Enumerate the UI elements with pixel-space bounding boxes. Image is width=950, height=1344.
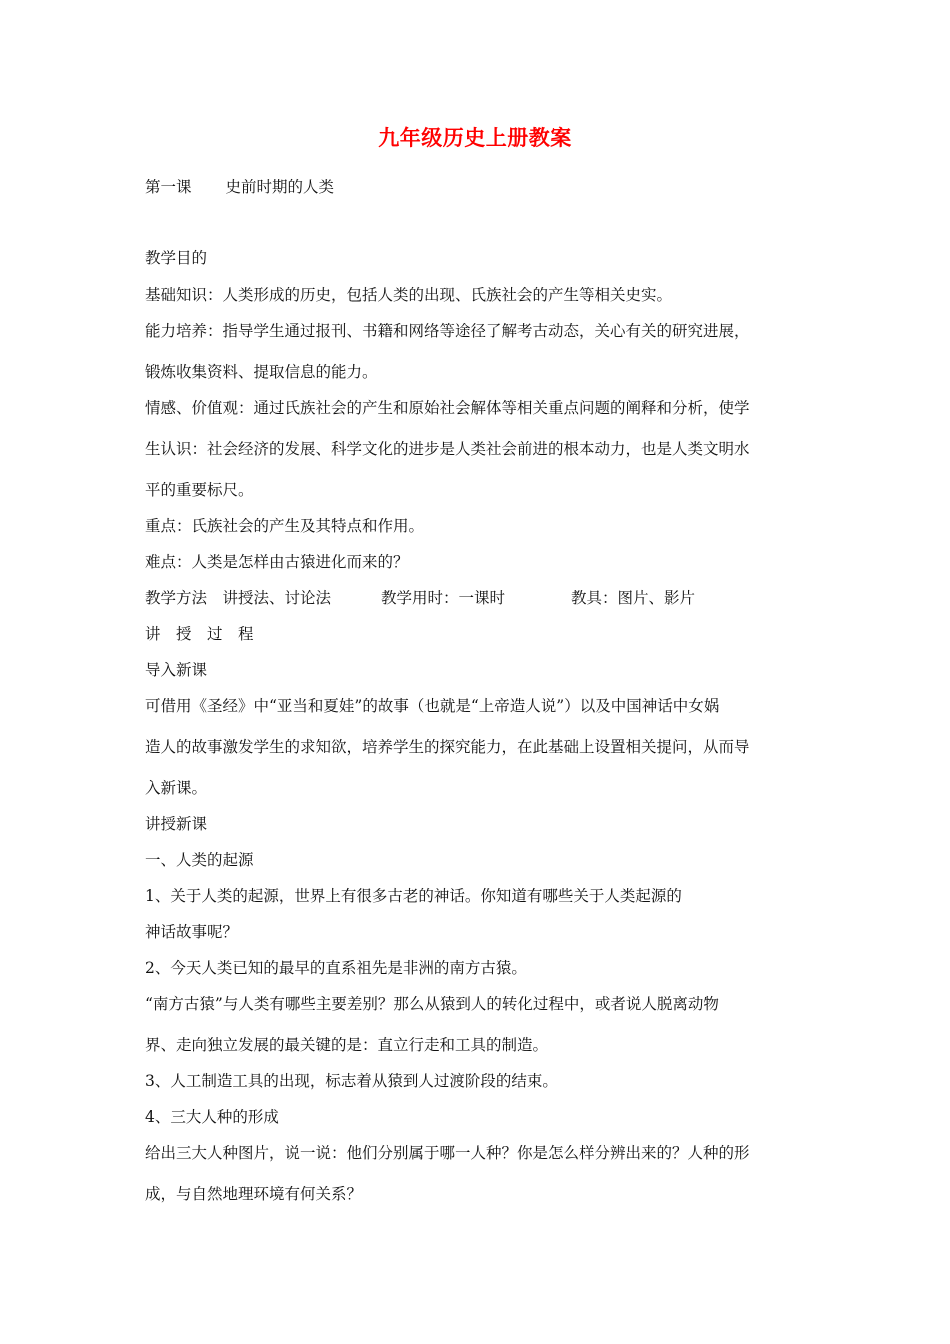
values-line-3: 平的重要标尺。: [145, 481, 254, 499]
difficulty: 难点：人类是怎样由古猿进化而来的？: [145, 553, 409, 571]
teaching-duration: 教学用时：一课时: [381, 589, 506, 607]
basic-knowledge: 基础知识：人类形成的历史，包括人类的出现、氏族社会的产生等相关史实。: [145, 286, 673, 304]
item-4-question-line-2: 成，与自然地理环境有何关系？: [145, 1185, 363, 1203]
process-heading: 讲 授 过 程: [145, 625, 254, 643]
item-2-question-line-2: 界、走向独立发展的最关键的是：直立行走和工具的制造。: [145, 1036, 549, 1054]
values-line-1: 情感、价值观：通过氏族社会的产生和原始社会解体等相关重点问题的阐释和分析，使学: [145, 399, 750, 417]
item-2-question-line-1: “南方古猿”与人类有哪些主要差别？那么从猿到人的转化过程中，或者说人脱离动物: [145, 995, 719, 1013]
intro-line-3: 入新课。: [145, 779, 208, 797]
lesson-title: 史前时期的人类: [225, 178, 335, 196]
item-1-line-2: 神话故事呢？: [145, 923, 239, 941]
ability-line-2: 锻炼收集资料、提取信息的能力。: [145, 363, 378, 381]
item-1-line-1: 1、关于人类的起源，世界上有很多古老的神话。你知道有哪些关于人类起源的: [145, 887, 682, 905]
item-4-question-line-1: 给出三大人种图片，说一说：他们分别属于哪一人种？你是怎么样分辨出来的？人种的形: [145, 1144, 750, 1162]
lesson-number: 第一课: [145, 178, 192, 196]
document-title: 九年级历史上册教案: [378, 125, 572, 150]
teach-heading: 讲授新课: [145, 815, 208, 833]
lesson-heading: [145, 177, 815, 197]
method-row: [145, 588, 815, 608]
intro-heading: 导入新课: [145, 661, 208, 679]
key-point: 重点：氏族社会的产生及其特点和作用。: [145, 517, 425, 535]
ability-line-1: 能力培养：指导学生通过报刊、书籍和网络等途径了解考古动态，关心有关的研究进展，: [145, 322, 750, 340]
item-4: 4、三大人种的形成: [145, 1108, 279, 1126]
item-3: 3、人工制造工具的出现，标志着从猿到人过渡阶段的结束。: [145, 1072, 558, 1090]
teaching-method: 教学方法 讲授法、讨论法: [145, 589, 332, 607]
intro-line-1: 可借用《圣经》中“亚当和夏娃”的故事（也就是“上帝造人说”）以及中国神话中女娲: [145, 697, 720, 715]
item-2: 2、今天人类已知的最早的直系祖先是非洲的南方古猿。: [145, 959, 527, 977]
values-line-2: 生认识：社会经济的发展、科学文化的进步是人类社会前进的根本动力，也是人类文明水: [145, 440, 750, 458]
goals-heading: 教学目的: [145, 249, 208, 267]
teaching-tools: 教具：图片、影片: [571, 589, 696, 607]
section-1-heading: 一、人类的起源: [145, 851, 254, 869]
intro-line-2: 造人的故事激发学生的求知欲，培养学生的探究能力，在此基础上设置相关提问，从而导: [145, 738, 750, 756]
